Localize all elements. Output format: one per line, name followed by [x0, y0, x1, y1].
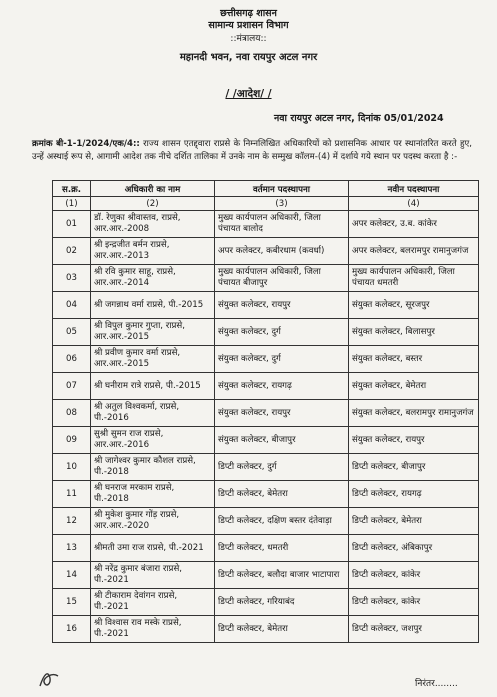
- row-serial-number: 01: [53, 211, 91, 238]
- row-officer-name: श्री इन्द्रजीत बर्मन राप्रसे, आर.आर.-2013: [91, 238, 215, 265]
- row-current-posting: डिप्टी कलेक्टर, बेमेतरा: [215, 616, 349, 643]
- row-current-posting: डिप्टी कलेक्टर, धमतरी: [215, 535, 349, 562]
- row-officer-name: सुश्री सुमन राज राप्रसे, आर.आर.-2016: [91, 427, 215, 454]
- row-serial-number: 03: [53, 265, 91, 292]
- header-new-posting: नवीन पदस्थापना: [349, 181, 479, 197]
- row-serial-number: 11: [53, 481, 91, 508]
- row-serial-number: 08: [53, 400, 91, 427]
- row-current-posting: डिप्टी कलेक्टर, दुर्ग: [215, 454, 349, 481]
- row-officer-name: डॉ. रेणुका श्रीवास्तव, राप्रसे, आर.आर.-2008: [91, 211, 215, 238]
- table-row: [53, 265, 479, 292]
- row-new-posting: संयुक्त कलेक्टर, बलरामपुर रामानुजगंज: [349, 400, 479, 427]
- row-serial-number: 16: [53, 616, 91, 643]
- header-officer-name: अधिकारी का नाम: [91, 181, 215, 197]
- row-current-posting: डिप्टी कलेक्टर, गरियाबंद: [215, 589, 349, 616]
- row-new-posting: अपर कलेक्टर, बलरामपुर रामानुजगंज: [349, 238, 479, 265]
- row-serial-number: 14: [53, 562, 91, 589]
- row-serial-number: 02: [53, 238, 91, 265]
- row-officer-name: श्री विपुल कुमार गुप्ता, राप्रसे, आर.आर.-2015: [91, 319, 215, 346]
- order-paragraph: [32, 138, 472, 163]
- header-ministry: ::मंत्रालय::: [230, 34, 267, 44]
- row-officer-name: श्री टीकाराम देवांगन राप्रसे, पी.-2021: [91, 589, 215, 616]
- row-officer-name: श्री प्रवीण कुमार वर्मा राप्रसे, आर.आर.-2015: [91, 346, 215, 373]
- table-row: [53, 238, 479, 265]
- table-row: [53, 562, 479, 589]
- row-officer-name: श्री विश्वास राव मस्के राप्रसे, पी.-2021: [91, 616, 215, 643]
- row-serial-number: 05: [53, 319, 91, 346]
- table-body: [53, 211, 479, 643]
- row-new-posting: डिप्टी कलेक्टर, बेमेतरा: [349, 508, 479, 535]
- row-serial-number: 15: [53, 589, 91, 616]
- table-row: [53, 346, 479, 373]
- row-new-posting: डिप्टी कलेक्टर, अंबिकापुर: [349, 535, 479, 562]
- row-officer-name: श्री मुकेश कुमार गोंड़ राप्रसे, आर.आर.-2020: [91, 508, 215, 535]
- row-current-posting: डिप्टी कलेक्टर, दक्षिण बस्तर दंतेवाड़ा: [215, 508, 349, 535]
- row-current-posting: संयुक्त कलेक्टर, दुर्ग: [215, 319, 349, 346]
- row-officer-name: श्री घनराज मरकाम राप्रसे, पी.-2018: [91, 481, 215, 508]
- transfer-table: [52, 180, 479, 643]
- row-officer-name: श्री अतुल विश्वकर्मा, राप्रसे, पी.-2016: [91, 400, 215, 427]
- table-row: [53, 292, 479, 319]
- row-current-posting: संयुक्त कलेक्टर, रायपुर: [215, 400, 349, 427]
- row-serial-number: 09: [53, 427, 91, 454]
- row-serial-number: 07: [53, 373, 91, 400]
- table-row: [53, 589, 479, 616]
- table-column-number-row: [53, 197, 479, 211]
- row-current-posting: मुख्य कार्यपालन अधिकारी, जिला पंचायत बालोद: [215, 211, 349, 238]
- row-new-posting: संयुक्त कलेक्टर, रायपुर: [349, 427, 479, 454]
- table-row: [53, 319, 479, 346]
- row-new-posting: डिप्टी कलेक्टर, बीजापुर: [349, 454, 479, 481]
- row-officer-name: श्री जगन्नाथ वर्मा राप्रसे, पी.-2015: [91, 292, 215, 319]
- row-current-posting: संयुक्त कलेक्टर, रायपुर: [215, 292, 349, 319]
- row-new-posting: डिप्टी कलेक्टर, कांकेर: [349, 589, 479, 616]
- row-officer-name: श्री नरेंद्र कुमार बंजारा राप्रसे, पी.-2021: [91, 562, 215, 589]
- row-current-posting: डिप्टी कलेक्टर, बलौदा बाजार भाटापारा: [215, 562, 349, 589]
- row-current-posting: संयुक्त कलेक्टर, रायगढ़: [215, 373, 349, 400]
- header-state-government: छत्तीसगढ़ शासन: [220, 8, 277, 19]
- row-officer-name: श्री घनीराम रात्रे राप्रसे, पी.-2015: [91, 373, 215, 400]
- table-row: [53, 616, 479, 643]
- row-new-posting: संयुक्त कलेक्टर, बस्तर: [349, 346, 479, 373]
- row-serial-number: 04: [53, 292, 91, 319]
- row-current-posting: अपर कलेक्टर, कबीरधाम (कवर्धा): [215, 238, 349, 265]
- row-new-posting: डिप्टी कलेक्टर, जशपुर: [349, 616, 479, 643]
- row-officer-name: श्री रवि कुमार साहू, राप्रसे, आर.आर.-2014: [91, 265, 215, 292]
- row-current-posting: डिप्टी कलेक्टर, बेमेतरा: [215, 481, 349, 508]
- date-line: नवा रायपुर अटल नगर, दिनांक 05/01/2024: [274, 113, 444, 124]
- table-row: [53, 400, 479, 427]
- table-row: [53, 211, 479, 238]
- order-body-text: राज्य शासन एतद्द्वारा राप्रसे के निम्नलिखित अधिकारियों को प्रशासनिक आधार पर स्थानांतरित करते हुए, उन्हें अस्थाई रूप से, आगामी आदेश तक नीचे दर्शित तालिका में उनके नाम के सम्मुख कॉलम-(4) में दर्शाये गये स्थान पर पदस्थ करता है :-: [32, 139, 472, 162]
- table-row: [53, 427, 479, 454]
- header-current-posting: वर्तमान पदस्थापना: [215, 181, 349, 197]
- signature-mark: [36, 664, 64, 692]
- row-officer-name: श्रीमती उमा राज राप्रसे, पी.-2021: [91, 535, 215, 562]
- order-title: [0, 87, 497, 101]
- row-serial-number: 06: [53, 346, 91, 373]
- table-row: [53, 454, 479, 481]
- row-new-posting: अपर कलेक्टर, उ.ब. कांकेर: [349, 211, 479, 238]
- order-number: क्रमांक बी-1-1/2024/एक/4::: [32, 139, 140, 149]
- row-current-posting: संयुक्त कलेक्टर, बीजापुर: [215, 427, 349, 454]
- column-number: (2): [91, 197, 215, 211]
- order-title-text: / /आदेश/ /: [225, 88, 272, 100]
- table-header-row: [53, 181, 479, 197]
- row-new-posting: डिप्टी कलेक्टर, रायगढ़: [349, 481, 479, 508]
- column-number: (3): [215, 197, 349, 211]
- row-serial-number: 10: [53, 454, 91, 481]
- row-new-posting: डिप्टी कलेक्टर, कांकेर: [349, 562, 479, 589]
- row-new-posting: संयुक्त कलेक्टर, बिलासपुर: [349, 319, 479, 346]
- row-new-posting: संयुक्त कलेक्टर, सूरजपुर: [349, 292, 479, 319]
- continued-label: निरंतर........: [415, 679, 458, 689]
- row-new-posting: मुख्य कार्यपालन अधिकारी, जिला पंचायत धमतरी: [349, 265, 479, 292]
- row-current-posting: संयुक्त कलेक्टर, दुर्ग: [215, 346, 349, 373]
- row-officer-name: श्री जागेश्वर कुमार कौशल राप्रसे, पी.-2018: [91, 454, 215, 481]
- column-number: (1): [53, 197, 91, 211]
- header-address: महानदी भवन, नवा रायपुर अटल नगर: [179, 52, 318, 63]
- table-row: [53, 508, 479, 535]
- table-row: [53, 481, 479, 508]
- row-current-posting: मुख्य कार्यपालन अधिकारी, जिला पंचायत बीजापुर: [215, 265, 349, 292]
- table-row: [53, 535, 479, 562]
- column-number: (4): [349, 197, 479, 211]
- table-row: [53, 373, 479, 400]
- header-serial: स.क्र.: [53, 181, 91, 197]
- row-serial-number: 13: [53, 535, 91, 562]
- header-department: सामान्य प्रशासन विभाग: [208, 20, 289, 31]
- row-new-posting: संयुक्त कलेक्टर, बेमेतरा: [349, 373, 479, 400]
- row-serial-number: 12: [53, 508, 91, 535]
